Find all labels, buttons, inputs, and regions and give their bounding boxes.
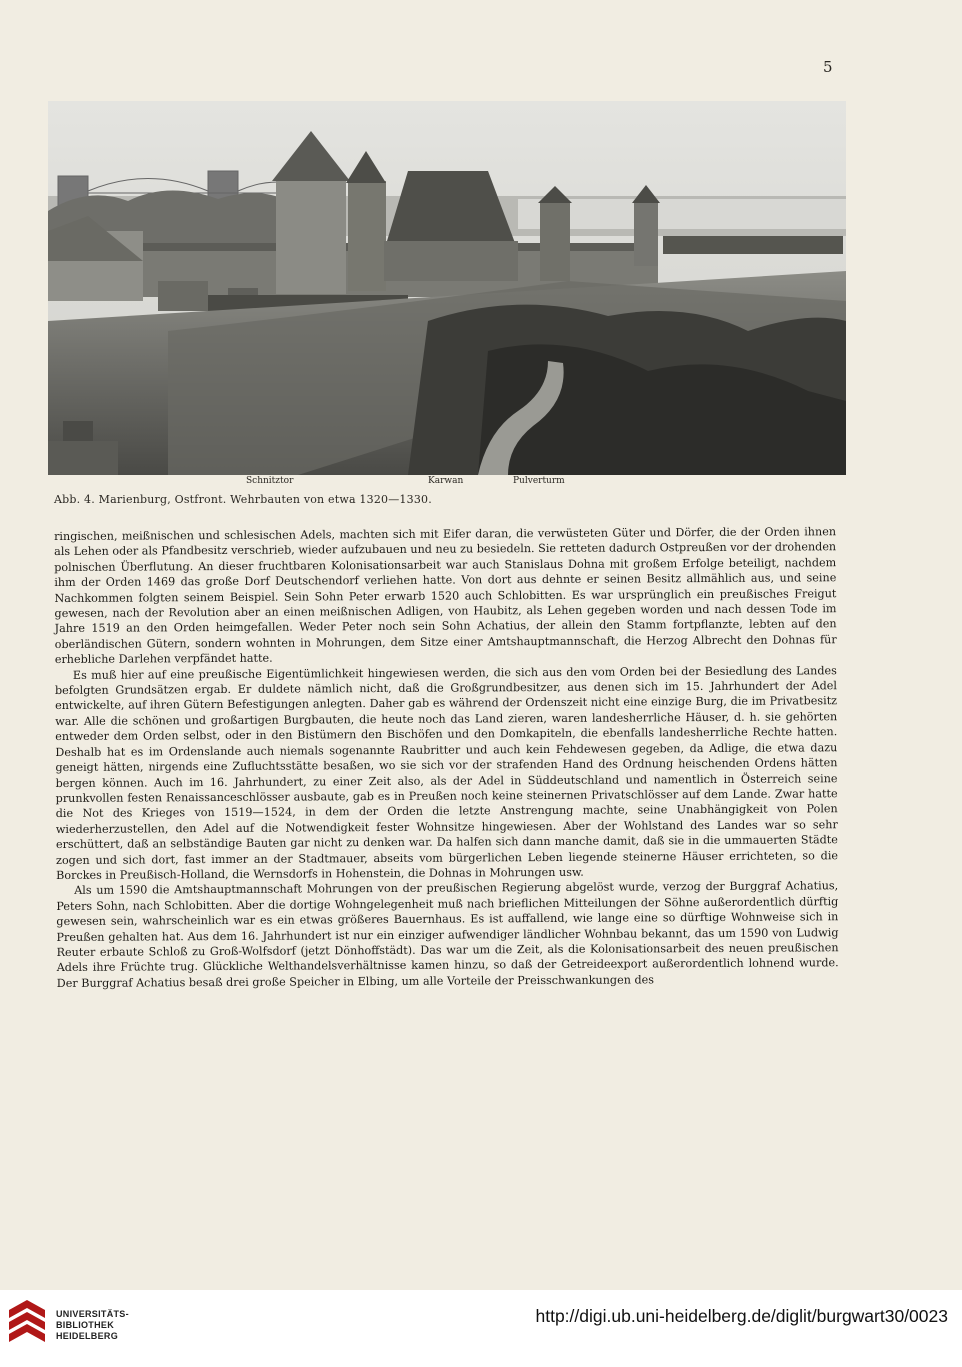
paragraph: Es muß hier auf eine preußische Eigentümlichkeit hingewiesen werden, die sich aus den vom Orden bei der Besiedlung des Landes befolgten Grundsätzen ergab. Er duldete nämlich nicht, daß die Großgrundbesitzer, aus denen sich im 15. Jahrhundert der Adel entwickelte, auf ihren Gütern Befestigungen anlegten. Daher gab es während der Ordenszeit nicht eine einzige Burg, die im Privatbesitz war. Alle die schönen und großartigen Burgbauten, die heute noch das Land zieren, waren landesherrliche Häuser, d. h. sie gehörten entweder dem Orden selbst, oder in den Bistümern den Bischöfen und den Domkapiteln, die ebenfalls landesherrliche Rechte hatten. Deshalb hat es im Ordenslande auch niemals sogenannte Raubritter und auch kein Fehdewesen gegeben, da Adlige, die etwa dazu geneigt hätten, nirgends eine Zufluchtsstätte besaßen, wo sie sich vor der strafenden Hand des Ordnung heischenden Ordens hätten bergen können. Auch im 16. Jahrhundert, zu einer Zeit also, als der Adel in Süddeutschland und namentlich in Österreich seine prunkvollen festen Renaissanceschlösser ausbaute, gab es in Preußen noch keine steinernen Privatschlösser auf dem Lande. Zwar hatte die Not des Krieges von 1519—1524, in dem der Orden die letzte Anstrengung machte, seine Unabhängigkeit von Polen wiederherzustellen, den Adel auf die Notwendigkeit fester Wohnsitze hingewiesen. Aber der Wohlstand des Landes war so sehr erschüttert, daß an selbständige Bauten gar nicht zu denken war. Da halfen sich dann manche damit, daß sie in die ummauerten Städte zogen und sich dort, fast immer an der Stadtmauer, abseits vom bürgerlichen Leben liegende steinerne Häuser errichteten, so die Borckes in Preußisch-Holland, die Wernsdorfs in Hohenstein, die Dohnas in Mohrungen usw. <box>54 663 839 882</box>
figure-caption: Abb. 4. Marienburg, Ostfront. Wehrbauten von etwa 1320—1330. <box>54 493 432 506</box>
footer-bar <box>0 1290 962 1367</box>
body-text <box>54 524 839 991</box>
library-logo-text <box>56 1309 129 1342</box>
figure-label-karwan: Karwan <box>428 476 464 486</box>
figure-label-pulverturm: Pulverturm <box>513 476 565 486</box>
figure-labels <box>48 476 846 490</box>
logo-line: UNIVERSITÄTS- <box>56 1309 129 1319</box>
figure-label-schnitztor: Schnitztor <box>246 476 294 486</box>
figure-photo-marienburg <box>48 101 846 475</box>
logo-line: BIBLIOTHEK <box>56 1320 114 1330</box>
logo-line: HEIDELBERG <box>56 1331 119 1341</box>
university-seal-icon <box>9 1300 45 1346</box>
paragraph: ringischen, meißnischen und schlesischen Adels, machten sich mit Eifer daran, die verwüsteten Güter und Dörfer, die der Orden ihnen als Lehen oder als Pfandbesitz verschrieb, wieder aufzubauen und neu zu besiedeln. Sie retteten dadurch Ostpreußen vor der drohenden polnischen Überflutung. An dieser fruchtbaren Kolonisationsarbeit war auch Stanislaus Dohna mit großem Erfolge beteiligt, nachdem ihm der Orden 1469 das große Dorf Deutschendorf verliehen hatte. Von dort aus dehnte er seinen Besitz allmählich aus, und seine Nachkommen folgten seinem Beispiel. Sein Sohn Peter erwarb 1520 auch Schlobitten. Es war ursprünglich ein preußisches Freigut gewesen, nach der Revolution aber an einen meißnischen Adligen, von Haubitz, als Lehen gegeben worden und nach dessen Tode im Jahre 1519 an den Orden heimgefallen. Weder Peter noch sein Sohn Achatius, der allein den Stamm fortpflanzte, lebten auf den oberländischen Gütern, sondern wohnten in Mohrungen, dem Sitze einer Amtshauptmannschaft, die Herzog Albrecht den Dohnas für erhebliche Darlehen verpfändet hatte. <box>54 525 837 667</box>
permalink-url[interactable]: http://digi.ub.uni-heidelberg.de/diglit/burgwart30/0023 <box>535 1306 948 1326</box>
paragraph: Als um 1590 die Amtshauptmannschaft Mohrungen von der preußischen Regierung abgelöst wurde, verzog der Burggraf Achatius, Peters Sohn, nach Schlobitten. Aber die dortige Wohngelegenheit muß nach brieflichen Mitteilungen der Söhne außerordentlich dürftig gewesen sein, wahrscheinlich war es ein etwas größeres Bauernhaus. Es ist auffallend, wie lange eine so dürftige Wohnweise sich in Preußen gehalten hat. Aus dem 16. Jahrhundert ist nur ein einziger aufwendiger ländlicher Wohnbau bekannt, das um 1590 von Ludwig Reuter erbaute Schloß zu Groß-Wolfsdorf (jetzt Dönhoffstädt). Das war um die Zeit, als die Kolonisationsarbeit des neuen preußischen Adels ihre Früchte trug. Glückliche Welthandelsverhältnisse kamen hinzu, so daß der Getreideexport außerordentlich lohnend wurde. Der Burggraf Achatius besaß drei große Speicher in Elbing, um alle Vorteile der Preisschwankungen des <box>56 879 839 990</box>
page-number: 5 <box>823 58 833 76</box>
